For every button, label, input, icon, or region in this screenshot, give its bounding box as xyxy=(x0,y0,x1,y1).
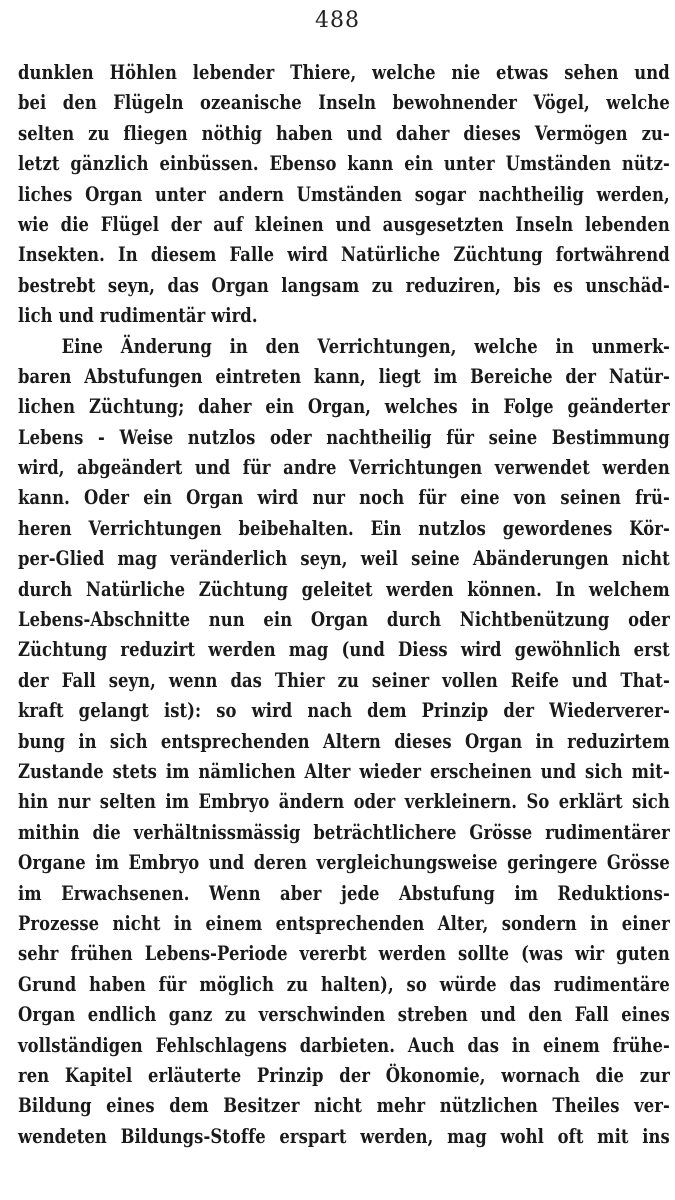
text-line: Lebens-Abschnitte nun ein Organ durch Nichtbenützung oder xyxy=(18,608,670,632)
text-line: kraft gelangt ist): so wird nach dem Prinzip der Wiederverer- xyxy=(18,699,670,723)
text-line: sehr frühen Lebens-Periode vererbt werden sollte (was wir guten xyxy=(18,942,670,966)
text-line: dunklen Höhlen lebender Thiere, welche nie etwas sehen und xyxy=(18,61,670,84)
text-line: liches Organ unter andern Umständen sogar nachtheilig werden, xyxy=(18,182,670,206)
text-line: heren Verrichtungen beibehalten. Ein nutzlos gewordenes Kör- xyxy=(18,516,670,540)
body-text xyxy=(18,58,670,1152)
text-line: durch Natürliche Züchtung geleitet werden können. In welchem xyxy=(18,577,670,601)
text-line: lichen Züchtung; daher ein Organ, welches in Folge geänderter xyxy=(18,395,670,419)
text-line: selten zu fliegen nöthig haben und daher dieses Vermögen zu- xyxy=(18,121,670,145)
text-line: bestrebt seyn, das Organ langsam zu reduziren, bis es unschäd- xyxy=(18,273,670,297)
text-line: im Erwachsenen. Wenn aber jede Abstufung im Reduktions- xyxy=(18,881,670,905)
text-line: wendeten Bildungs-Stoffe erspart werden, mag wohl oft mit ins xyxy=(18,1124,670,1148)
text-line: per-Glied mag veränderlich seyn, weil seine Abänderungen nicht xyxy=(18,547,670,571)
text-line: Züchtung reduzirt werden mag (und Diess wird gewöhnlich erst xyxy=(18,638,670,662)
text-line: mithin die verhältnissmässig beträchtlichere Grösse rudimentärer xyxy=(18,820,670,844)
text-line: Insekten. In diesem Falle wird Natürliche Züchtung fortwährend xyxy=(18,243,670,267)
text-line: bei den Flügeln ozeanische Inseln bewohnender Vögel, welche xyxy=(18,91,670,115)
text-line: kann. Oder ein Organ wird nur noch für eine von seinen frü- xyxy=(18,486,670,510)
text-line: Zustande stets im nämlichen Alter wieder erscheinen und sich mit- xyxy=(18,759,670,783)
text-line: vollständigen Fehlschlagens darbieten. Auch das in einem frühe- xyxy=(18,1033,670,1057)
paragraph-start-line: Eine Änderung in den Verrichtungen, welche in unmerk- xyxy=(61,334,670,358)
text-line: Organe im Embryo und deren vergleichungsweise geringere Grösse xyxy=(18,851,670,875)
text-line: Lebens - Weise nutzlos oder nachtheilig für seine Bestimmung xyxy=(18,425,670,449)
text-line: ren Kapitel erläuterte Prinzip der Ökonomie, wornach die zur xyxy=(18,1063,670,1087)
text-line: Prozesse nicht in einem entsprechenden Alter, sondern in einer xyxy=(18,911,670,935)
text-line: wird, abgeändert und für andre Verrichtungen verwendet werden xyxy=(18,456,670,480)
text-line: letzt gänzlich einbüssen. Ebenso kann ein unter Umständen nütz- xyxy=(18,152,670,176)
text-line: hin nur selten im Embryo ändern oder verkleinern. So erklärt sich xyxy=(18,790,670,814)
text-line: Organ endlich ganz zu verschwinden streben und den Fall eines xyxy=(18,1003,670,1027)
text-line: bung in sich entsprechenden Altern dieses Organ in reduzirtem xyxy=(18,729,670,753)
page-number: 488 xyxy=(315,8,360,33)
text-line: Grund haben für möglich zu halten), so würde das rudimentäre xyxy=(18,972,670,996)
text-line: baren Abstufungen eintreten kann, liegt im Bereiche der Natür- xyxy=(18,364,670,388)
text-line: Bildung eines dem Besitzer nicht mehr nützlichen Theiles ver- xyxy=(18,1094,670,1118)
text-line: wie die Flügel der auf kleinen und ausgesetzten Inseln lebenden xyxy=(18,212,670,236)
text-line: der Fall seyn, wenn das Thier zu seiner vollen Reife und That- xyxy=(18,668,670,692)
paragraph-end-line: lich und rudimentär wird. xyxy=(18,304,258,328)
